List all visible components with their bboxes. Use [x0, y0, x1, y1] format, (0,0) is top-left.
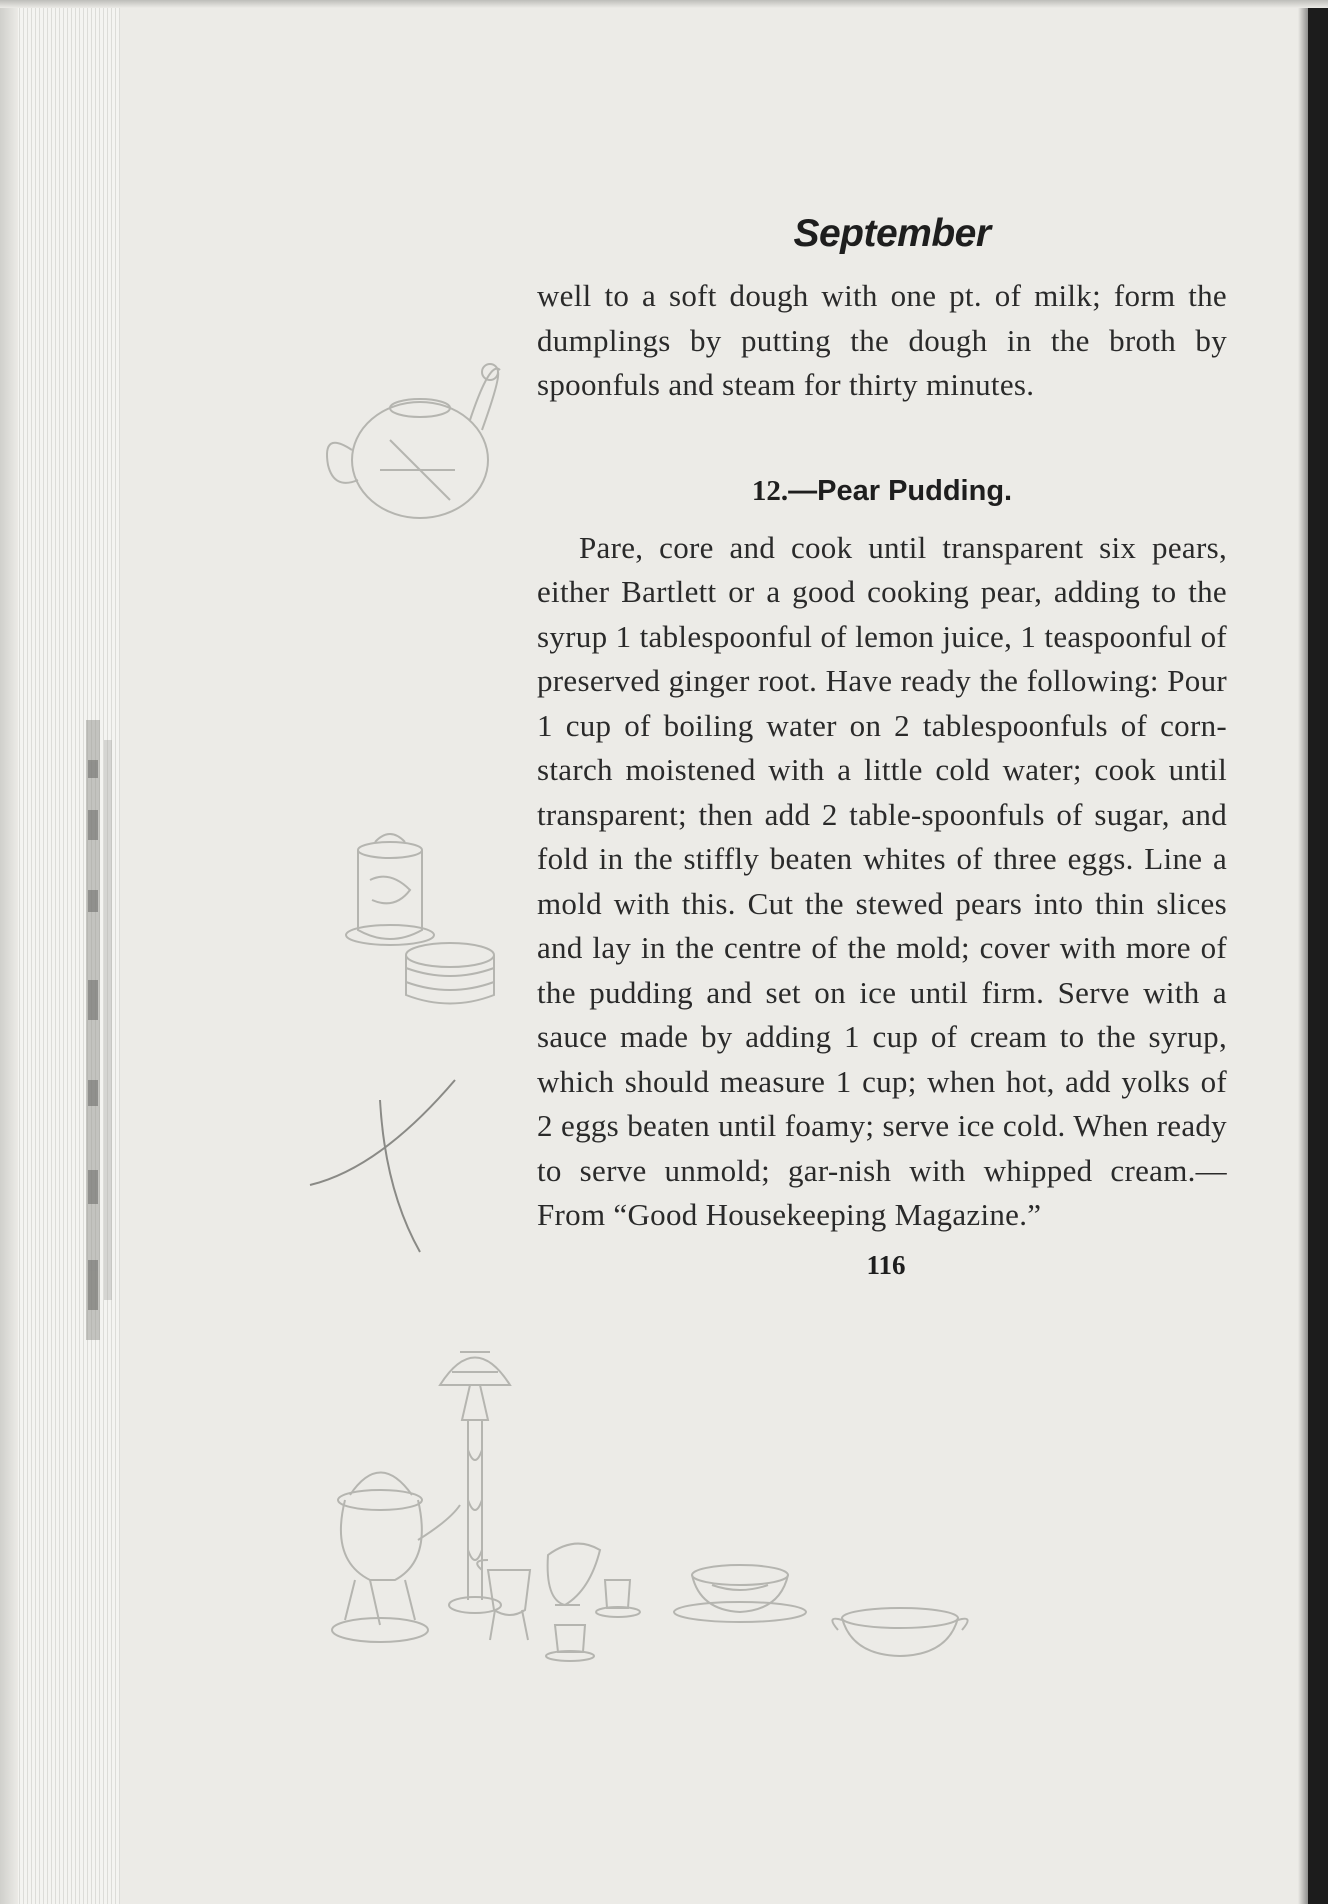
creamer-icon [477, 1544, 600, 1640]
table-lamp-icon [440, 1352, 510, 1613]
sauce-bowl-icon [674, 1565, 806, 1622]
recipe-body: Pare, core and cook until transparent six pears, either Bartlett or a good cooking pear, adding to the syrup 1 tablespoonful of lemon juice, 1 teaspoonful of preserved ginger root. Have ready the following: Pour 1 cup of boiling water on 2 tablespoonfuls of corn-starch moistened with a little cold water; cook until transparent; then add 2 table-spoonfuls of sugar, and fold in the stiffly beaten whites of three eggs. Line a mold with this. Cut the stewed pears into thin slices and lay in the centre of the mold; cover with more of the pudding and set on ice until firm. Serve with a sauce made by adding 1 cup of cream to the syrup, which should measure 1 cup; when hot, add yolks of 2 eggs beaten until foamy; serve ice cold. When ready to serve unmold; gar-nish with whipped cream.—From “Good Housekeeping Magazine.” [537, 529, 1227, 1232]
recipe-number: 12. [751, 474, 789, 507]
teapot-icon [327, 364, 500, 518]
recipe-dash: — [788, 474, 818, 507]
plate-stack-icon [406, 943, 494, 1004]
page-edge-shadow [0, 0, 18, 1904]
soup-cup-icon [832, 1608, 967, 1656]
crossed-lines-icon [310, 1080, 455, 1252]
edge-stamp-marks [84, 720, 118, 1340]
continued-paragraph: well to a soft dough with one pt. of milk; form the dumplings by putting the dough in the broth by spoonfuls and steam for thirty minutes. [537, 278, 1227, 402]
running-head: September [793, 212, 991, 255]
sugar-bowl-icon [346, 834, 434, 945]
kettle-icon [332, 1473, 460, 1643]
top-edge-shadow [0, 0, 1328, 8]
book-binding [1308, 0, 1328, 1904]
page-number: 116 [866, 1249, 906, 1280]
binding-shadow [1298, 0, 1308, 1904]
recipe-heading [537, 475, 1227, 508]
text-column [537, 212, 1227, 1281]
recipe-title: Pear Pudding. [817, 474, 1013, 507]
cup-icon [546, 1580, 640, 1661]
